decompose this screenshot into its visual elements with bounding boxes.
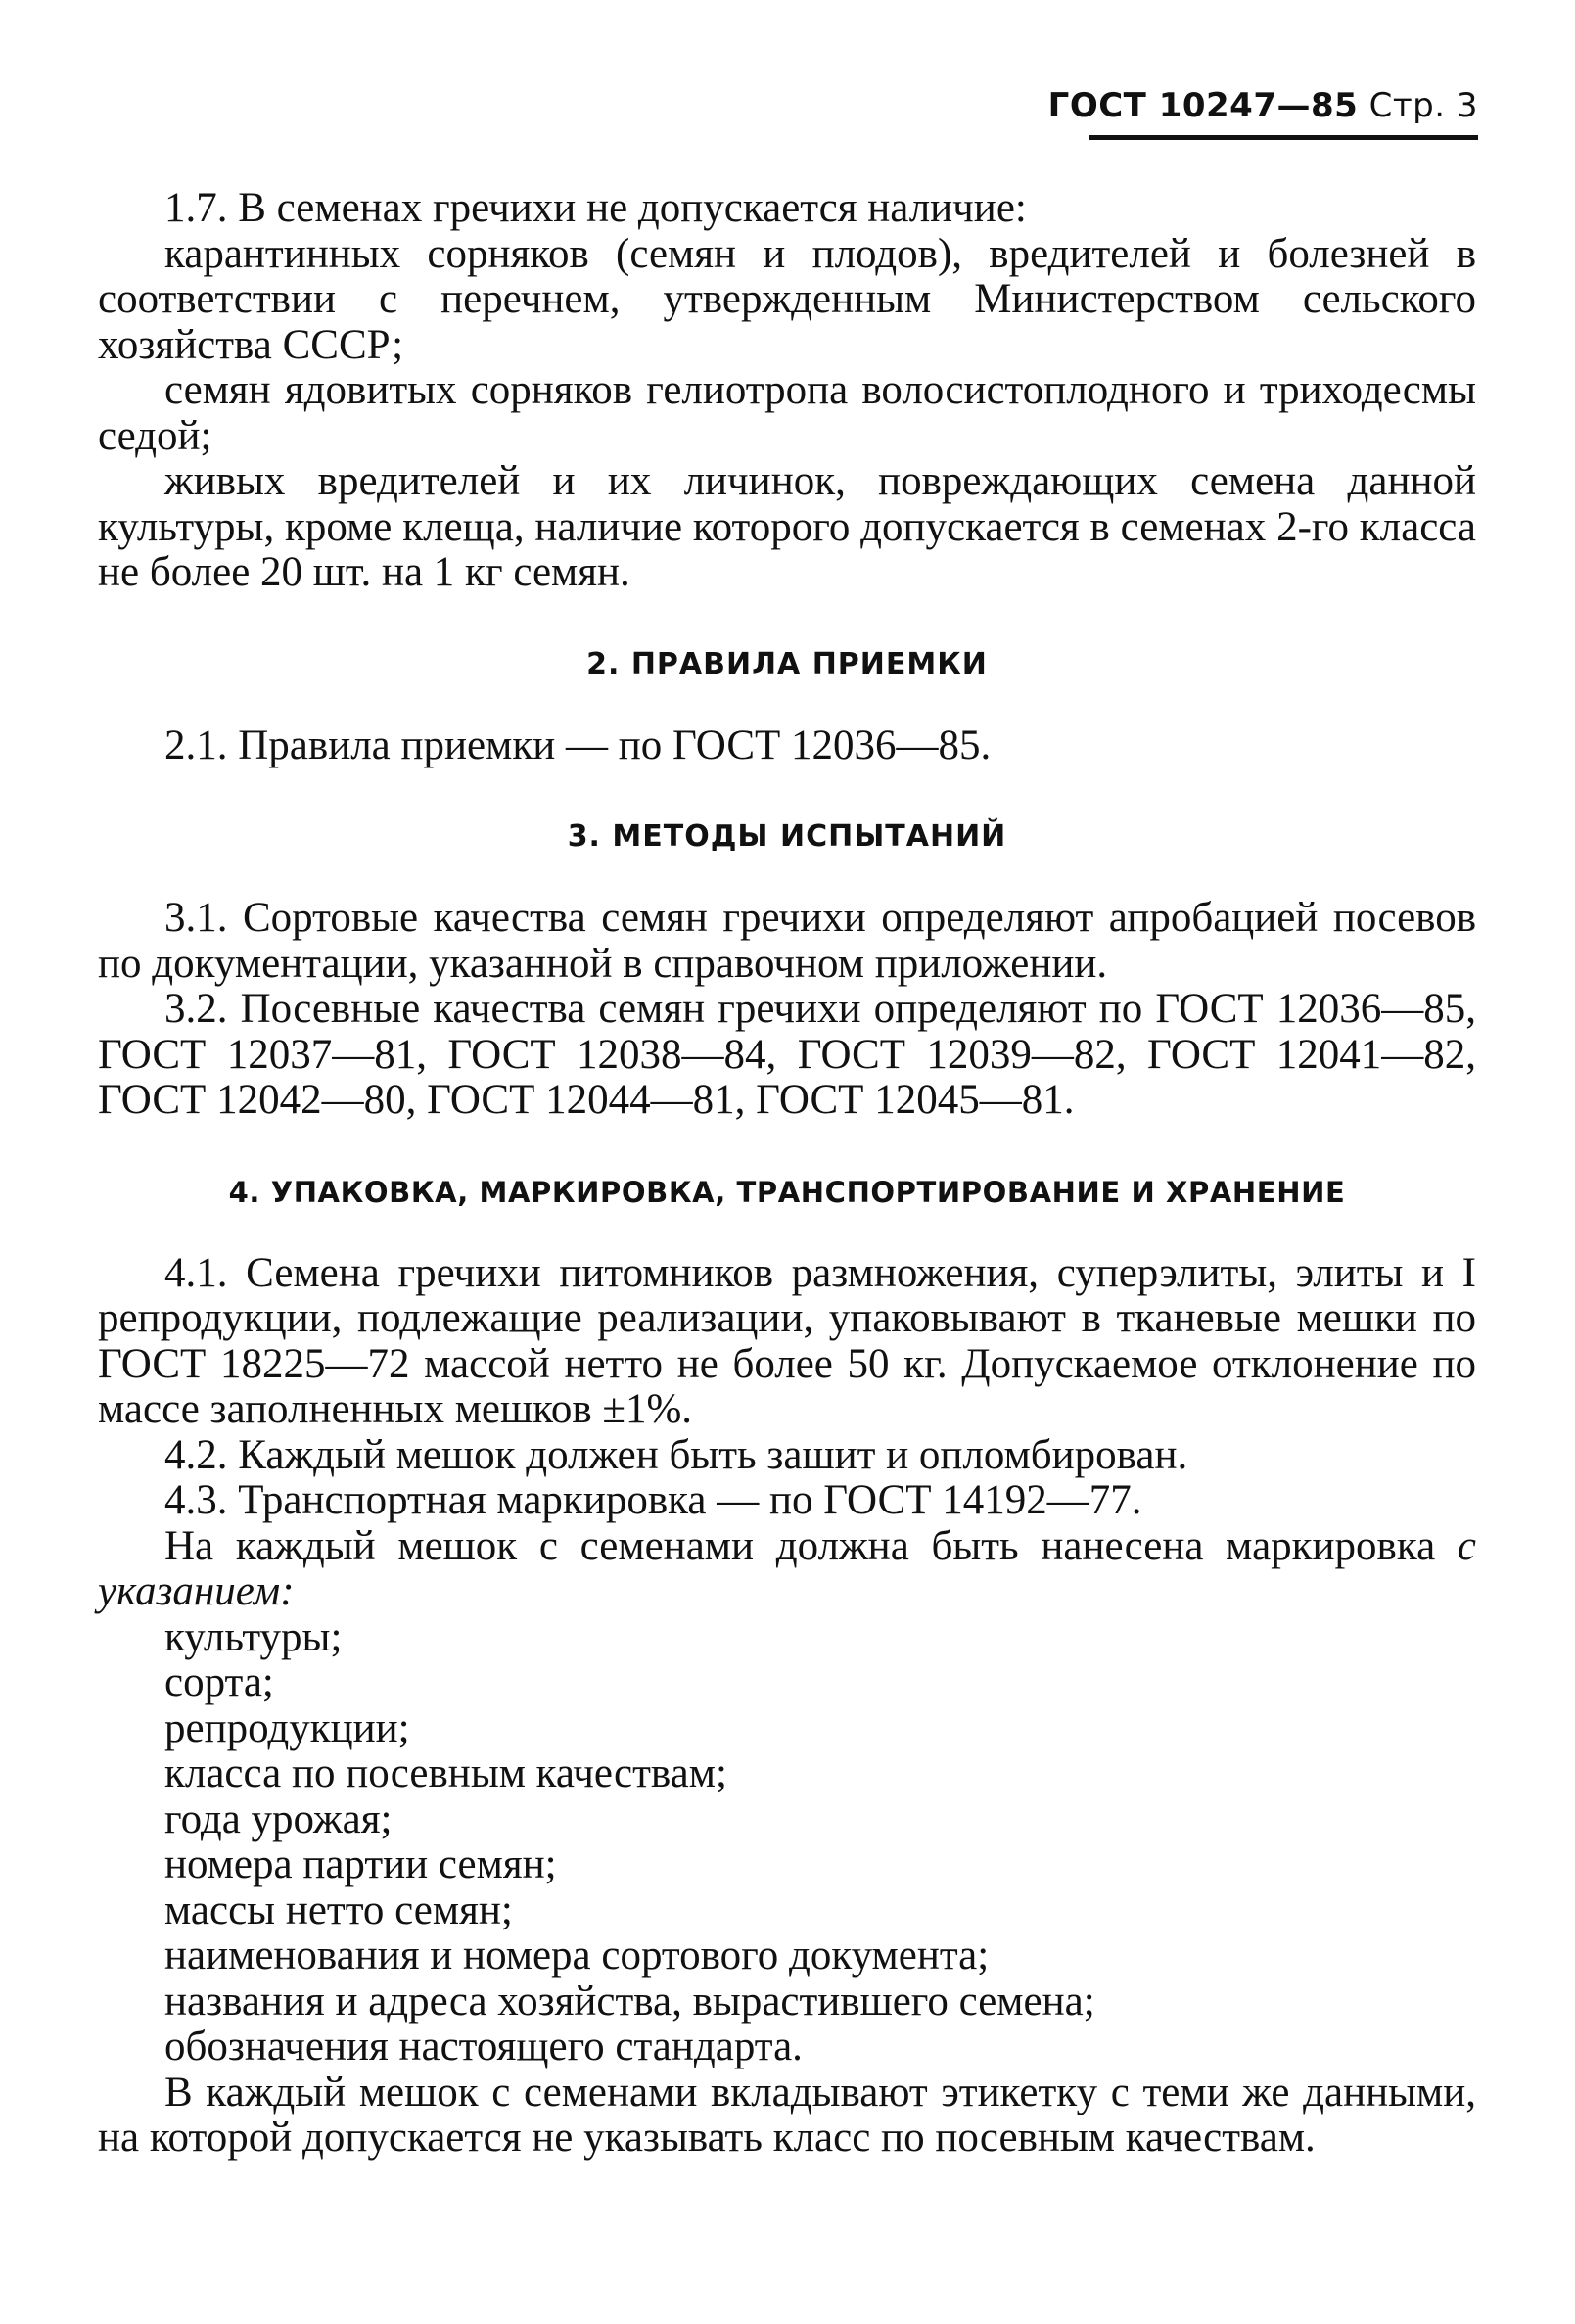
label-note: В каждый мешок с семенами вкладывают этикетку с теми же данными, на которой допускается не указывать класс по посевным качествам. [98,2068,1476,2161]
marking-item: культуры; [164,1613,343,1660]
clause-4-3: 4.3. Транспортная маркировка — по ГОСТ 14192—77. [164,1477,1142,1523]
clause-3-2: 3.2. Посевные качества семян гречихи определяют по ГОСТ 12036—85, ГОСТ 12037—81, ГОСТ 12038—84, ГОСТ 12039—82, ГОСТ 12041—82, ГОСТ 12042—80, ГОСТ 12044—81, ГОСТ 12045—81. [98,986,1476,1123]
page-number: Стр. 3 [1368,86,1478,125]
marking-intro-italic: с указанием: [98,1522,1476,1614]
marking-intro-text: На каждый мешок с семенами должна быть нанесена маркировка [164,1522,1436,1569]
marking-item: массы нетто семян; [164,1886,513,1933]
marking-intro [98,1524,1476,1615]
marking-item: названия и адреса хозяйства, вырастившего семена; [164,1977,1095,2024]
clause-2-1: 2.1. Правила приемки — по ГОСТ 12036—85. [164,721,992,768]
page-header [1047,76,1478,155]
clause-3-1: 3.1. Сортовые качества семян гречихи определяют апробацией посевов по документации, указанной в справочном приложении. [98,895,1476,987]
marking-item: года урожая; [164,1795,393,1842]
section-heading-packaging: 4. УПАКОВКА, МАРКИРОВКА, ТРАНСПОРТИРОВАНИЕ И ХРАНЕНИЕ [228,1175,1346,1209]
marking-item: репродукции; [164,1704,410,1751]
clause-1-7-intro: 1.7. В семенах гречихи не допускается наличие: [164,185,1027,231]
clause-1-7-item: семян ядовитых сорняков гелиотропа волосистоплодного и триходесмы седой; [98,367,1476,459]
standard-number: ГОСТ 10247—85 [1047,86,1359,125]
clause-1-7-item: живых вредителей и их личинок, повреждающих семена данной культуры, кроме клеща, наличие которого допускается в семенах 2-го класса не более 20 шт. на 1 кг семян. [98,458,1476,595]
marking-item: номера партии семян; [164,1841,557,1887]
marking-item: класса по посевным качествам; [164,1750,727,1796]
marking-item: обозначения настоящего стандарта. [164,2023,803,2069]
header-reference [1048,86,1478,125]
section-heading-test-methods: 3. МЕТОДЫ ИСПЫТАНИЙ [567,819,1007,854]
clause-4-1: 4.1. Семена гречихи питомников размножения, суперэлиты, элиты и I репродукции, подлежащие реализации, упаковывают в тканевые мешки по ГОСТ 18225—72 массой нетто не более 50 кг. Допускаемое отклонение по массе заполненных мешков ±1%. [98,1249,1476,1432]
clause-4-2: 4.2. Каждый мешок должен быть зашит и опломбирован. [164,1431,1188,1478]
section-heading-acceptance: 2. ПРАВИЛА ПРИЕМКИ [586,646,988,681]
document-body [98,186,1476,2161]
header-underline [1089,135,1478,140]
marking-item: сорта; [164,1659,274,1705]
marking-item: наименования и номера сортового документа; [164,1932,990,1978]
clause-1-7-item: карантинных сорняков (семян и плодов), вредителей и болезней в соответствии с перечнем, утвержденным Министерством сельского хозяйства СССР; [98,230,1476,368]
